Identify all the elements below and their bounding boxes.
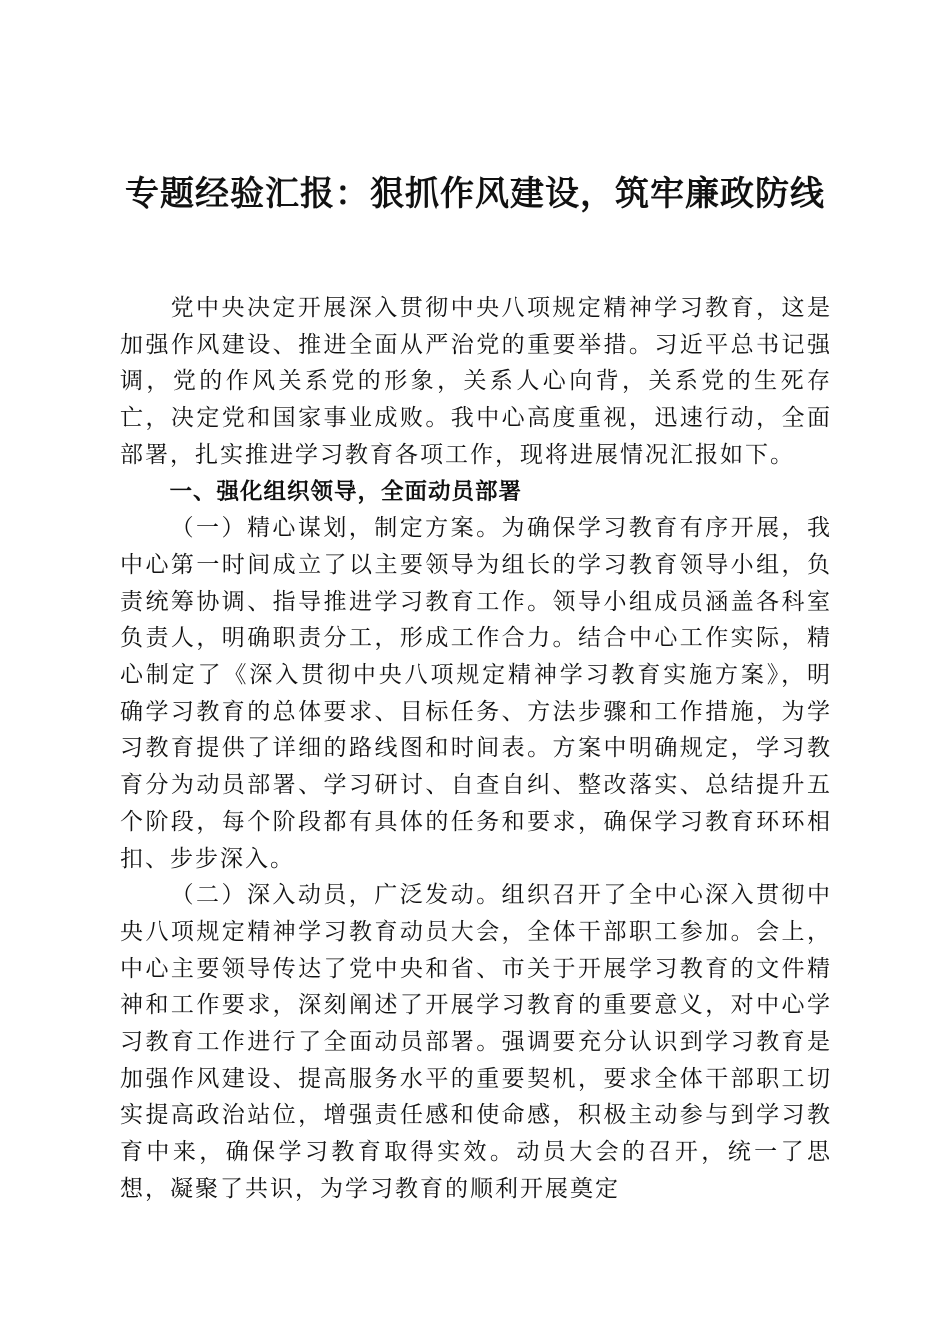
section-heading: 一、强化组织领导，全面动员部署: [169, 478, 523, 505]
subsection-paragraph-2: （二）深入动员，广泛发动。组织召开了全中心深入贯彻中央八项规定精神学习教育动员大会，全体干部职工参加。会上，中心主要领导传达了党中央和省、市关于开展学习教育的文件精神和工作要求，深刻阐述了开展学习教育的重要意义，对中心学习教育工作进行了全面动员部署。强调要充分认识到学习教育是加强作风建设、提高服务水平的重要契机，要求全体干部职工切实提高政治站位，增强责任感和使命感，积极主动参与到学习教育中来，确保学习教育取得实效。动员大会的召开，统一了思想，凝聚了共识，为学习教育的顺利开展奠定: [120, 882, 832, 1202]
intro-paragraph: 党中央决定开展深入贯彻中央八项规定精神学习教育，这是加强作风建设、推进全面从严治党的重要举措。习近平总书记强调，党的作风关系党的形象，关系人心向背，关系党的生死存亡，决定党和国家事业成败。我中心高度重视，迅速行动，全面部署，扎实推进学习教育各项工作，现将进展情况汇报如下。: [120, 295, 832, 468]
document-body: [120, 290, 832, 1208]
subsection-paragraph-1: （一）精心谋划，制定方案。为确保学习教育有序开展，我中心第一时间成立了以主要领导为组长的学习教育领导小组，负责统筹协调、指导推进学习教育工作。领导小组成员涵盖各科室负责人，明确职责分工，形成工作合力。结合中心工作实际，精心制定了《深入贯彻中央八项规定精神学习教育实施方案》，明确学习教育的总体要求、目标任务、方法步骤和工作措施，为学习教育提供了详细的路线图和时间表。方案中明确规定，学习教育分为动员部署、学习研讨、自查自纠、整改落实、总结提升五个阶段，每个阶段都有具体的任务和要求，确保学习教育环环相扣、步步深入。: [120, 515, 832, 872]
document-title: 专题经验汇报：狠抓作风建设，筑牢廉政防线: [125, 174, 825, 214]
